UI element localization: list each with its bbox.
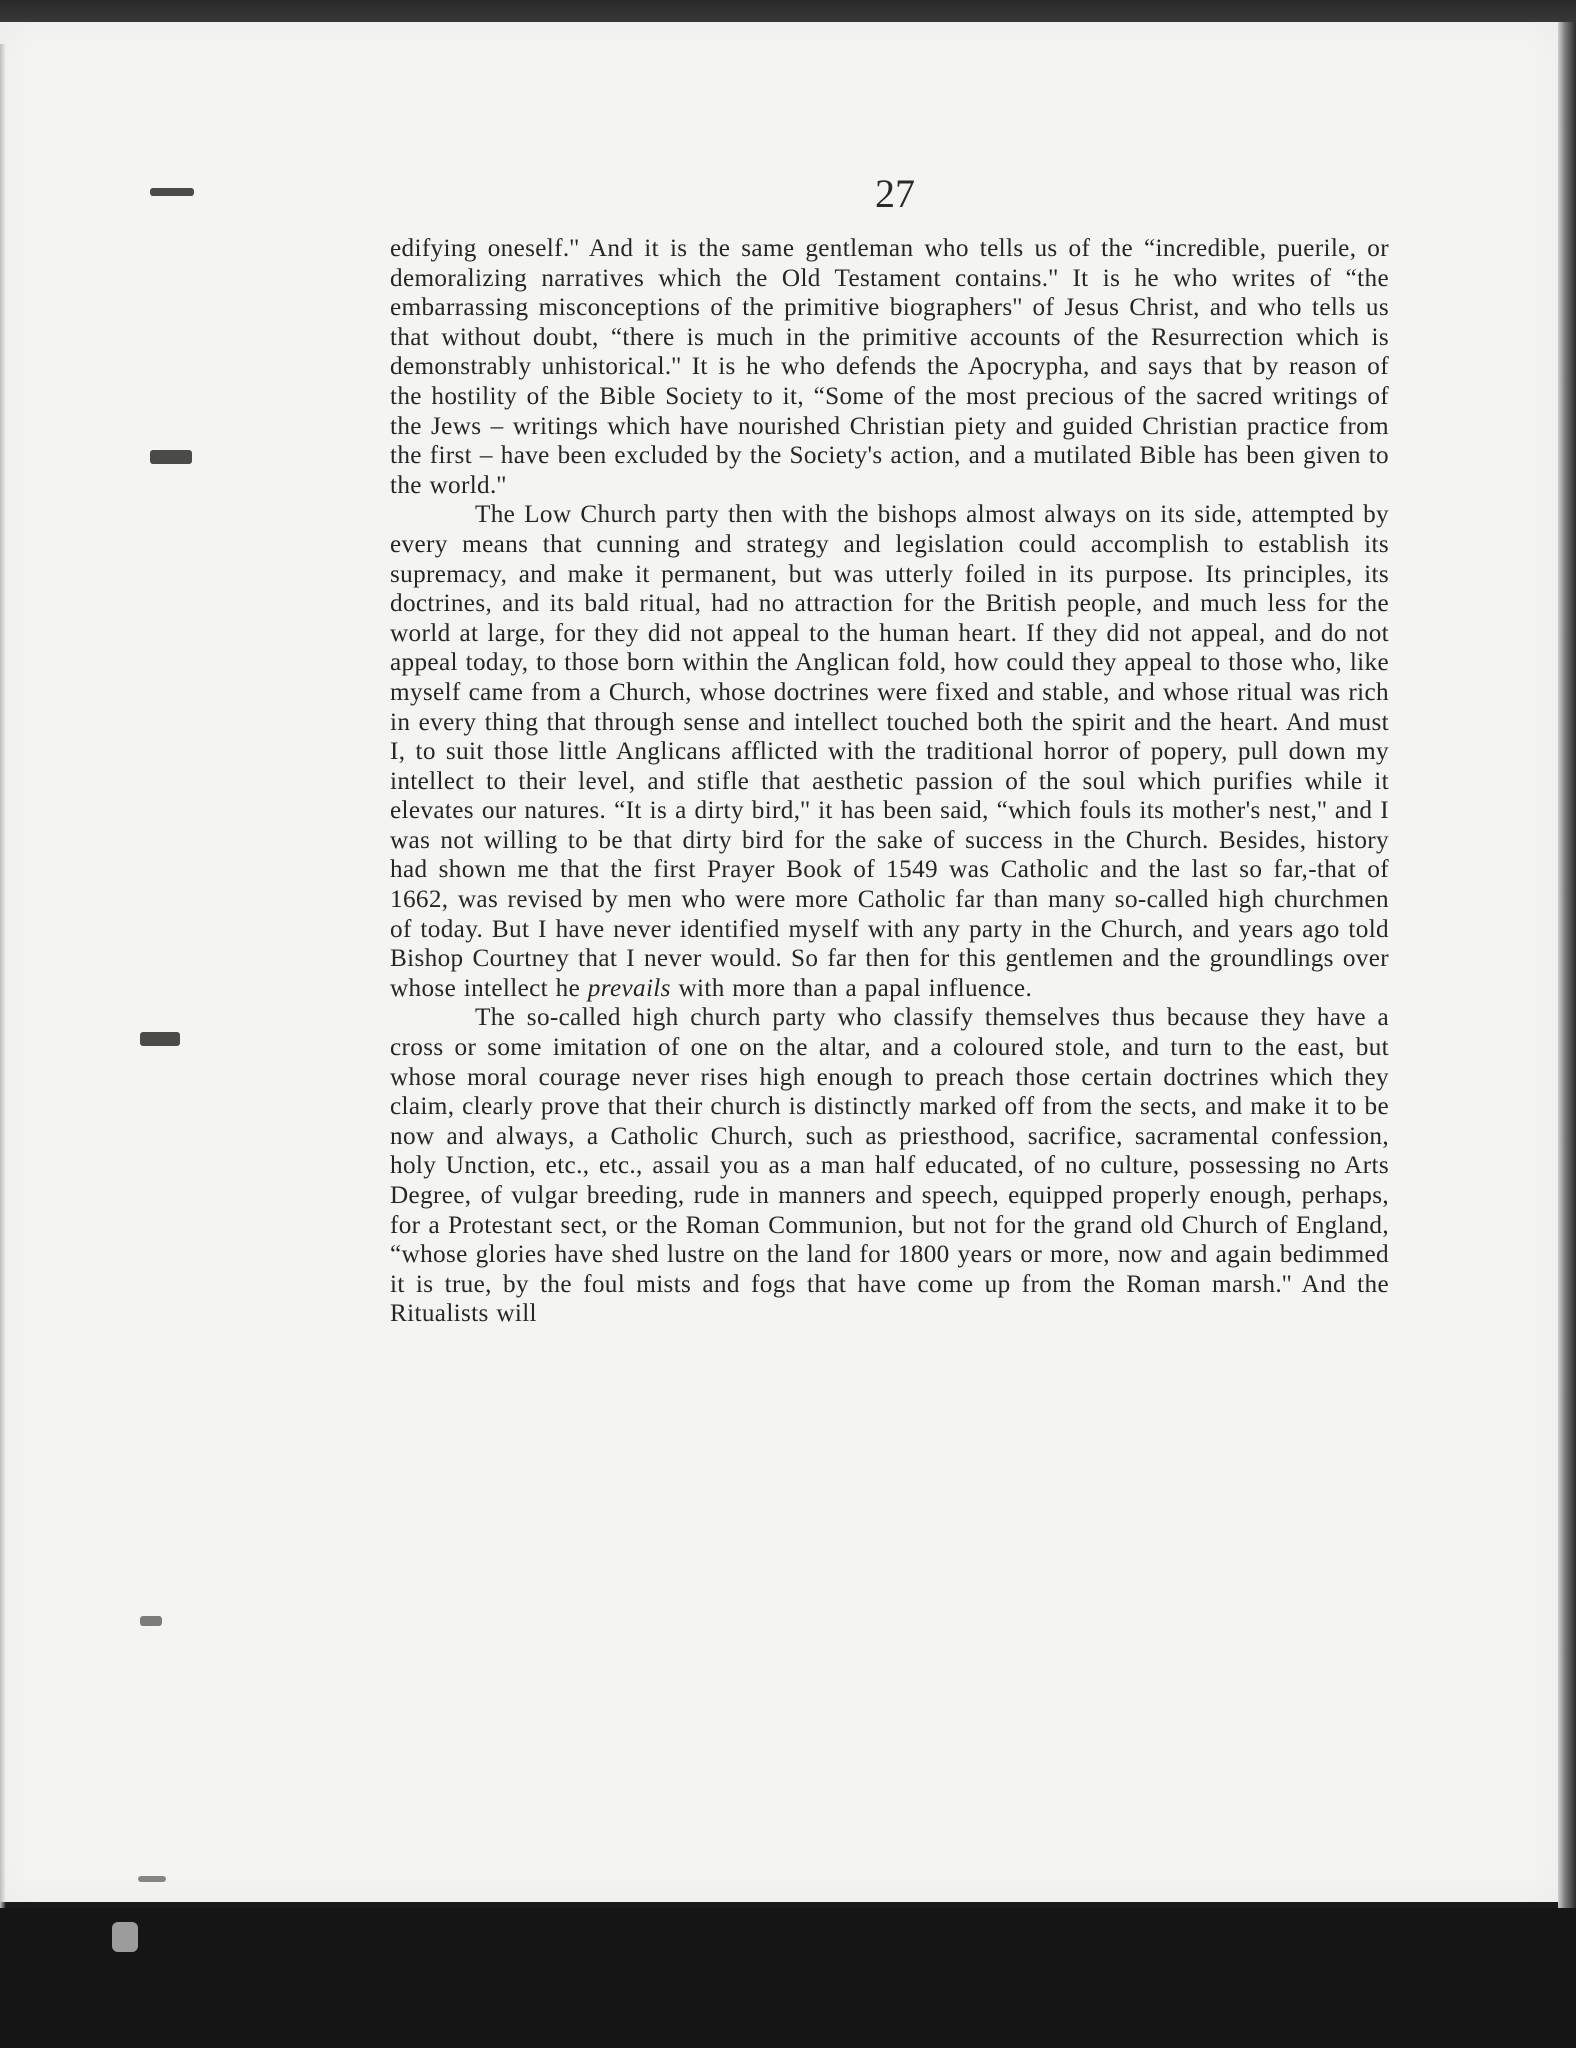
margin-mark <box>140 1032 180 1046</box>
paper-left-edge <box>0 44 6 1930</box>
margin-mark <box>150 450 192 464</box>
margin-mark <box>138 1876 166 1882</box>
page-number: 27 <box>875 171 915 216</box>
italic-text-run: prevails <box>587 974 671 1002</box>
text-run: The so-called high church party who classify themselves thus because they have a cross or some imitation of one on the altar, and a coloured stole, and turn to the east, but whose moral courage never rises high enough to preach those certain doctrines which they claim, clearly prove that their church is distinctly marked off from the sects, and make it to be now and always, a Catholic Church, such as priesthood, sacrifice, sacramental confession, holy Unction, etc., etc., assail you as a man half educated, of no culture, possessing no Arts Degree, of vulgar breeding, rude in manners and speech, equipped properly enough, perhaps, for a Protestant sect, or the Roman Communion, but not for the grand old Church of England, “whose glories have shed lustre on the land for 1800 years or more, now and again bedimmed it is true, by the foul mists and fogs that have come up from the Roman marsh.'' And the Ritualists will <box>390 1004 1389 1328</box>
body-text <box>390 234 1389 1329</box>
margin-mark <box>140 1616 162 1626</box>
paper-right-edge <box>1558 22 1576 1908</box>
corner-debris <box>112 1922 138 1952</box>
scan-bottom-border <box>0 1908 1576 2048</box>
paragraph <box>390 500 1389 1003</box>
paragraph <box>390 1003 1389 1329</box>
text-run: The Low Church party then with the bishops almost always on its side, attempted by every means that cunning and strategy and legislation could accomplish to establish its supremacy, and make it permanent, but was utterly foiled in its purpose. Its principles, its doctrines, and its bald ritual, had no attraction for the British people, and much less for the world at large, for they did not appeal to the human heart. If they did not appeal, and do not appeal today, to those born within the Anglican fold, how could they appeal to those who, like myself came from a Church, whose doctrines were fixed and stable, and whose ritual was rich in every thing that through sense and intellect touched both the spirit and the heart. And must I, to suit those little Anglicans afflicted with the traditional horror of popery, pull down my intellect to their level, and stifle that aesthetic passion of the soul which purifies while it elevates our natures. “It is a dirty bird,'' it has been said, “which fouls its mother's nest,'' and I was not willing to be that dirty bird for the sake of success in the Church. Besides, history had shown me that the first Prayer Book of 1549 was Catholic and the last so far,-that of 1662, was revised by men who were more Catholic far than many so-called high churchmen of today. But I have never identified myself with any party in the Church, and years ago told Bishop Courtney that I never would. So far then for this gentlemen and the groundlings over whose intellect he <box>390 501 1389 1002</box>
margin-mark <box>150 188 194 196</box>
text-run: with more than a papal influence. <box>670 974 1033 1002</box>
paper-sheet <box>0 22 1560 1902</box>
text-run: edifying oneself.'' And it is the same gentleman who tells us of the “incredible, puerile, or demoralizing narratives which the Old Testament contains.'' It is he who writes of “the embarrassing misconceptions of the primitive biographers'' of Jesus Christ, and who tells us that without doubt, “there is much in the primitive accounts of the Resurrection which is demonstrably unhistorical.'' It is he who defends the Apocrypha, and says that by reason of the hostility of the Bible Society to it, “Some of the most precious of the sacred writings of the Jews – writings which have nourished Christian piety and guided Christian practice from the first – have been excluded by the Society's action, and a mutilated Bible has been given to the world.'' <box>390 235 1389 499</box>
paragraph <box>390 234 1389 500</box>
